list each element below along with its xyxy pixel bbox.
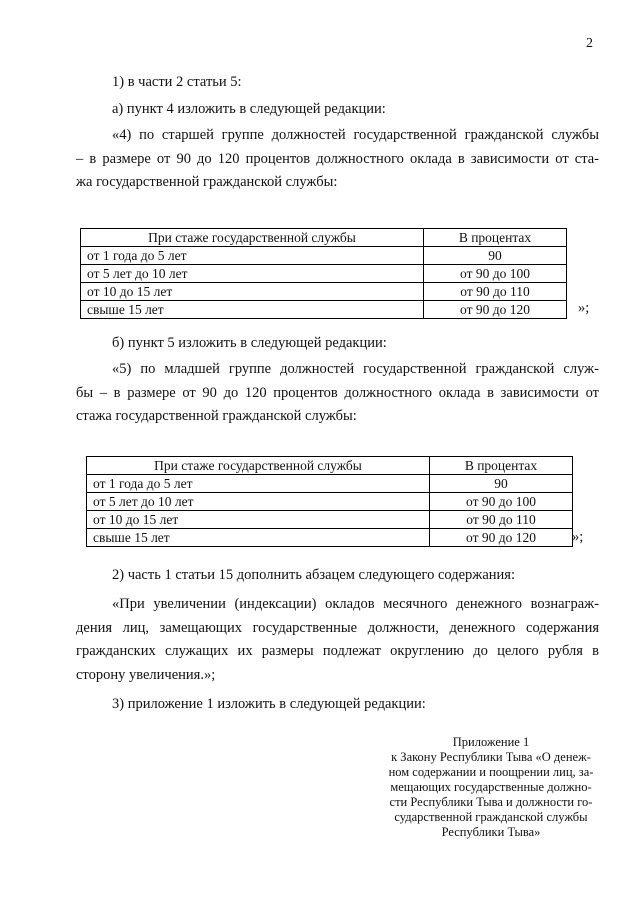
table-row <box>87 493 573 511</box>
table-row <box>81 283 567 301</box>
table-cell: 90 <box>424 247 567 265</box>
table-row <box>87 475 573 493</box>
paragraph-5 <box>76 358 599 429</box>
table-2-end-mark: »; <box>572 529 584 545</box>
paragraph-7-line: «При увеличении (индексации) окладов месячного денежного вознаграж- <box>112 596 599 612</box>
appendix-line: сти Республики Тыва и должности го- <box>389 795 593 809</box>
table-cell: от 90 до 120 <box>430 529 573 547</box>
appendix-line: мещающих государственные должно- <box>390 780 592 794</box>
appendix-line: ном содержании и поощрении лиц, за- <box>388 765 594 779</box>
table-header-cell: В процентах <box>424 229 567 247</box>
paragraph-7-line: дения лиц, замещающих государственные должности, денежного содержания <box>76 619 599 636</box>
table-header-cell: При стаже государственной службы <box>87 457 430 475</box>
table-header-cell: При стаже государственной службы <box>81 229 424 247</box>
paragraph-8: 3) приложение 1 изложить в следующей редакции: <box>112 696 426 712</box>
table-cell: от 5 лет до 10 лет <box>87 493 430 511</box>
table-row <box>81 247 567 265</box>
paragraph-3-line: – в размере от 90 до 120 процентов должностного оклада в зависимости от ста- <box>76 150 599 167</box>
paragraph-2: а) пункт 4 изложить в следующей редакции: <box>112 101 386 117</box>
paragraph-4: б) пункт 5 изложить в следующей редакции: <box>112 335 387 351</box>
table-cell: от 1 года до 5 лет <box>81 247 424 265</box>
table-cell: свыше 15 лет <box>81 301 424 319</box>
table-cell: от 90 до 110 <box>430 511 573 529</box>
paragraph-5-line: «5) по младшей группе должностей государственной гражданской служ- <box>112 361 599 377</box>
table-cell: от 10 до 15 лет <box>81 283 424 301</box>
table-cell: от 90 до 100 <box>424 265 567 283</box>
appendix-reference <box>380 735 602 840</box>
table-cell: от 1 года до 5 лет <box>87 475 430 493</box>
table-header-cell: В процентах <box>430 457 573 475</box>
table-1-end-mark: »; <box>578 300 590 316</box>
table-cell: от 90 до 110 <box>424 283 567 301</box>
table-cell: 90 <box>430 475 573 493</box>
table-cell: от 90 до 100 <box>430 493 573 511</box>
table-2 <box>86 456 573 547</box>
table-1 <box>80 228 567 319</box>
table-header-row <box>87 457 573 475</box>
paragraph-7-line: сторону увеличения.»; <box>76 666 216 683</box>
paragraph-6: 2) часть 1 статьи 15 дополнить абзацем следующего содержания: <box>112 567 515 583</box>
appendix-line: Республики Тыва» <box>441 825 541 839</box>
paragraph-7-line: гражданских служащих их размеры подлежат округлению до целого рубля в <box>76 643 599 659</box>
paragraph-3 <box>76 124 599 195</box>
paragraph-3-line: жа государственной гражданской службы: <box>76 174 338 190</box>
table-cell: свыше 15 лет <box>87 529 430 547</box>
table-cell: от 90 до 120 <box>424 301 567 319</box>
page-number: 2 <box>586 36 593 51</box>
table-row <box>87 529 573 547</box>
paragraph-5-line: стажа государственной гражданской службы: <box>76 408 357 424</box>
paragraph-1: 1) в части 2 статьи 5: <box>112 74 242 90</box>
appendix-line: Приложение 1 <box>452 735 530 749</box>
table-row <box>87 511 573 529</box>
paragraph-5-line: бы – в размере от 90 до 120 процентов должностного оклада в зависимости от <box>76 384 599 401</box>
appendix-line: к Закону Республики Тыва «О денеж- <box>391 750 591 764</box>
table-cell: от 5 лет до 10 лет <box>81 265 424 283</box>
table-header-row <box>81 229 567 247</box>
table-row <box>81 301 567 319</box>
appendix-line: сударственной гражданской службы <box>394 810 588 824</box>
paragraph-7 <box>76 593 599 687</box>
table-row <box>81 265 567 283</box>
table-cell: от 10 до 15 лет <box>87 511 430 529</box>
paragraph-3-line: «4) по старшей группе должностей государственной гражданской службы <box>112 127 599 143</box>
